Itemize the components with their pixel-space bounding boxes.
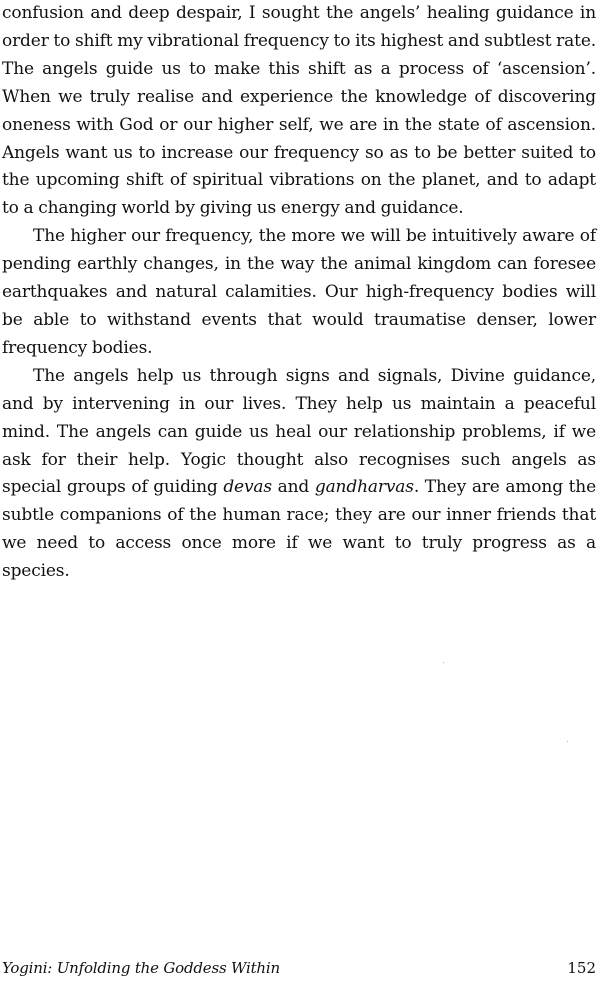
paragraph-2 <box>2 223 596 363</box>
paragraph-3-conjunction: and <box>271 477 315 498</box>
italic-term-devas: devas <box>223 477 272 498</box>
italic-term-gandharvas: gandharvas <box>314 477 414 498</box>
page-number: 152 <box>567 959 596 977</box>
paragraph-3-text-end: . They are among the subtle companions of the human race; they are our inner friends that we need to access once more if we want to truly progress as a species. <box>2 477 596 582</box>
scan-speck <box>567 741 568 742</box>
running-title: Yogini: Unfolding the Goddess Within <box>2 959 280 977</box>
paragraph-3-text-start: The angels help us through signs and signals, Divine guidance, and by intervening in our lives. They help us maintain a peaceful mind. The angels can guide us heal our relationship problems, if we ask for their help. Yogic thought also recognises such angels as special groups of guiding <box>2 365 596 498</box>
paragraph-1 <box>2 0 596 223</box>
paragraph-2-text: The higher our frequency, the more we will be intuitively aware of pending earthly changes, in the way the animal kingdom can foresee earthquakes and natural calamities. Our high-frequency bodies will be able to withstand events that would traumatise denser, lower frequency bodies. <box>2 226 596 358</box>
paragraph-3 <box>2 363 596 586</box>
scan-speck <box>443 662 444 663</box>
paragraph-1-text: confusion and deep despair, I sought the angels’ healing guidance in order to shift my vibrational frequency to its highest and subtlest rate. The angels guide us to make this shift as a process of ‘ascension’. When we truly realise and experience the knowledge of discovering oneness with God or our higher self, we are in the state of ascension. Angels want us to increase our frequency so as to be better suited to the upcoming shift of spiritual vibrations on the planet, and to adapt to a changing world by giving us energy and guidance. <box>2 3 596 219</box>
page-body <box>2 0 596 586</box>
page-footer <box>2 957 596 979</box>
